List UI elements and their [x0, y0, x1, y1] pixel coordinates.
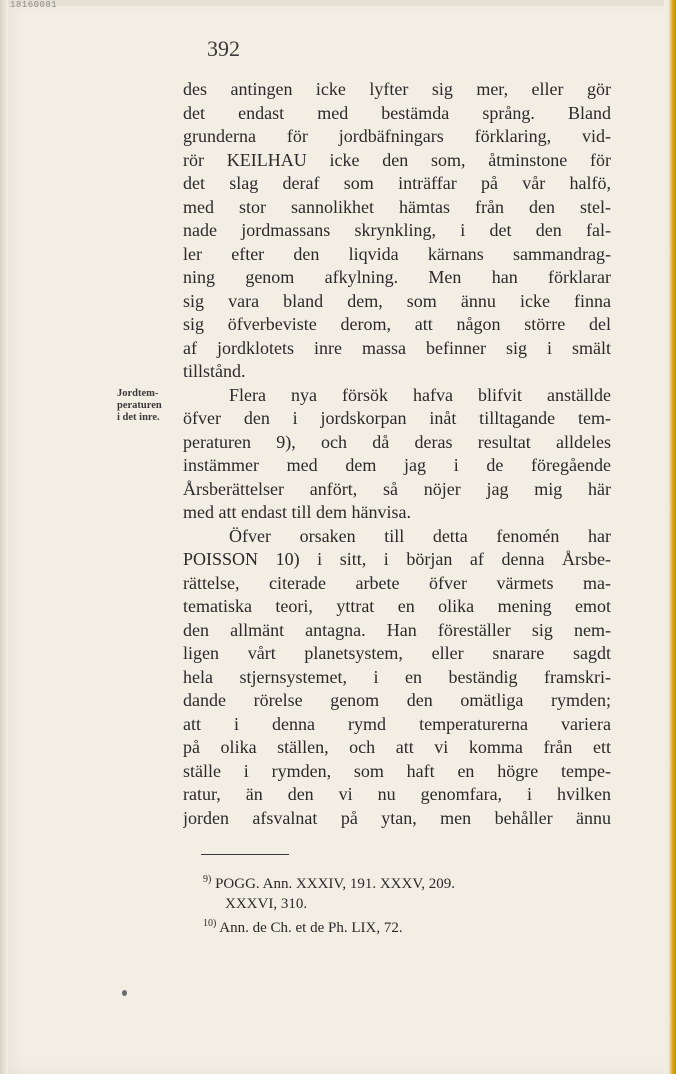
text-line: grunderna för jordbäfningars förklaring, vid- [183, 126, 611, 146]
text-line: sig vara bland dem, som ännu icke finna [183, 290, 611, 311]
text-line: den allmänt antagna. Han föreställer sig nem- [183, 619, 611, 640]
footnotes [203, 870, 613, 938]
footnote-rule [201, 854, 289, 855]
footnote-10 [203, 914, 613, 938]
footnote-9 [203, 870, 613, 894]
footnote-9-continued [203, 894, 613, 914]
text-line: dande rörelse genom den omätliga rymden; [183, 690, 611, 710]
text-line: ligen vårt planetsystem, eller snarare sagdt [183, 643, 611, 663]
text-line: instämmer med dem jag i de föregående [183, 455, 611, 475]
page-number: 392 [207, 36, 240, 61]
text-line: tematiska teori, yttrat en olika mening emot [183, 596, 611, 616]
text-line: sig öfverbeviste derom, att någon större del [183, 314, 611, 334]
footnote-text: XXXVI, 310. [225, 896, 308, 912]
text-line: tillstånd. [183, 361, 246, 381]
text-line: det endast med bestämda språng. Bland [183, 102, 611, 123]
text-line: ler efter den liqvida kärnans sammandrag- [183, 243, 611, 264]
body-text [183, 78, 611, 830]
margin-note-line: i det inre. [117, 412, 160, 423]
footnote-number: 9) [203, 874, 212, 885]
text-line: af jordklotets inre massa befinner sig i smält [183, 337, 611, 358]
right-page-edge [664, 0, 676, 1074]
footnote-text: Ann. de Ch. et de Ph. LIX, 72. [219, 920, 403, 936]
text-line: ställe i rymden, som haft en högre tempe- [183, 760, 611, 781]
text-line: att i denna rymd temperaturerna variera [183, 713, 611, 734]
margin-note-line: Jordtem- [117, 388, 159, 399]
text-line: nade jordmassans skrynkling, i det den fal- [183, 220, 611, 240]
margin-note-line: peraturen [117, 400, 162, 411]
paragraph-start-line: Öfver orsaken till detta fenomén har [229, 525, 611, 546]
ink-speck [122, 990, 127, 996]
left-page-edge [0, 0, 8, 1074]
text-line: POISSON 10) i sitt, i början af denna Årsbe- [183, 549, 611, 569]
text-line: rör KEILHAU icke den som, åtminstone för [183, 149, 611, 170]
margin-note [117, 388, 183, 424]
text-line: med stor sannolikhet hämtas från den stel- [183, 196, 611, 217]
text-line: peraturen 9), och då deras resultat alldeles [183, 431, 611, 452]
footnote-number: 10) [203, 918, 217, 929]
top-border [0, 0, 676, 6]
paragraph-start-line: Flera nya försök hafva blifvit anställde [229, 384, 611, 405]
text-line: rättelse, citerade arbete öfver värmets ma- [183, 572, 611, 593]
text-line: med att endast till dem hänvisa. [183, 502, 411, 522]
text-line: på olika ställen, och att vi komma från ett [183, 737, 611, 757]
text-line: des antingen icke lyfter sig mer, eller gör [183, 79, 611, 99]
text-line: öfver den i jordskorpan inåt tilltagande tem- [183, 408, 611, 428]
text-line: jorden afsvalnat på ytan, men behåller ännu [183, 807, 611, 828]
text-line: hela stjernsystemet, i en beständig framskri- [183, 666, 611, 687]
footnote-text: POGG. Ann. XXXIV, 191. XXXV, 209. [215, 876, 455, 892]
text-line: Årsberättelser anfört, så nöjer jag mig här [183, 478, 611, 499]
scan-id-stamp: 18160081 [10, 0, 58, 10]
text-line: ning genom afkylning. Men han förklarar [183, 267, 611, 287]
text-line: det slag deraf som inträffar på vår halfö, [183, 173, 611, 193]
text-line: ratur, än den vi nu genomfara, i hvilken [183, 784, 611, 804]
